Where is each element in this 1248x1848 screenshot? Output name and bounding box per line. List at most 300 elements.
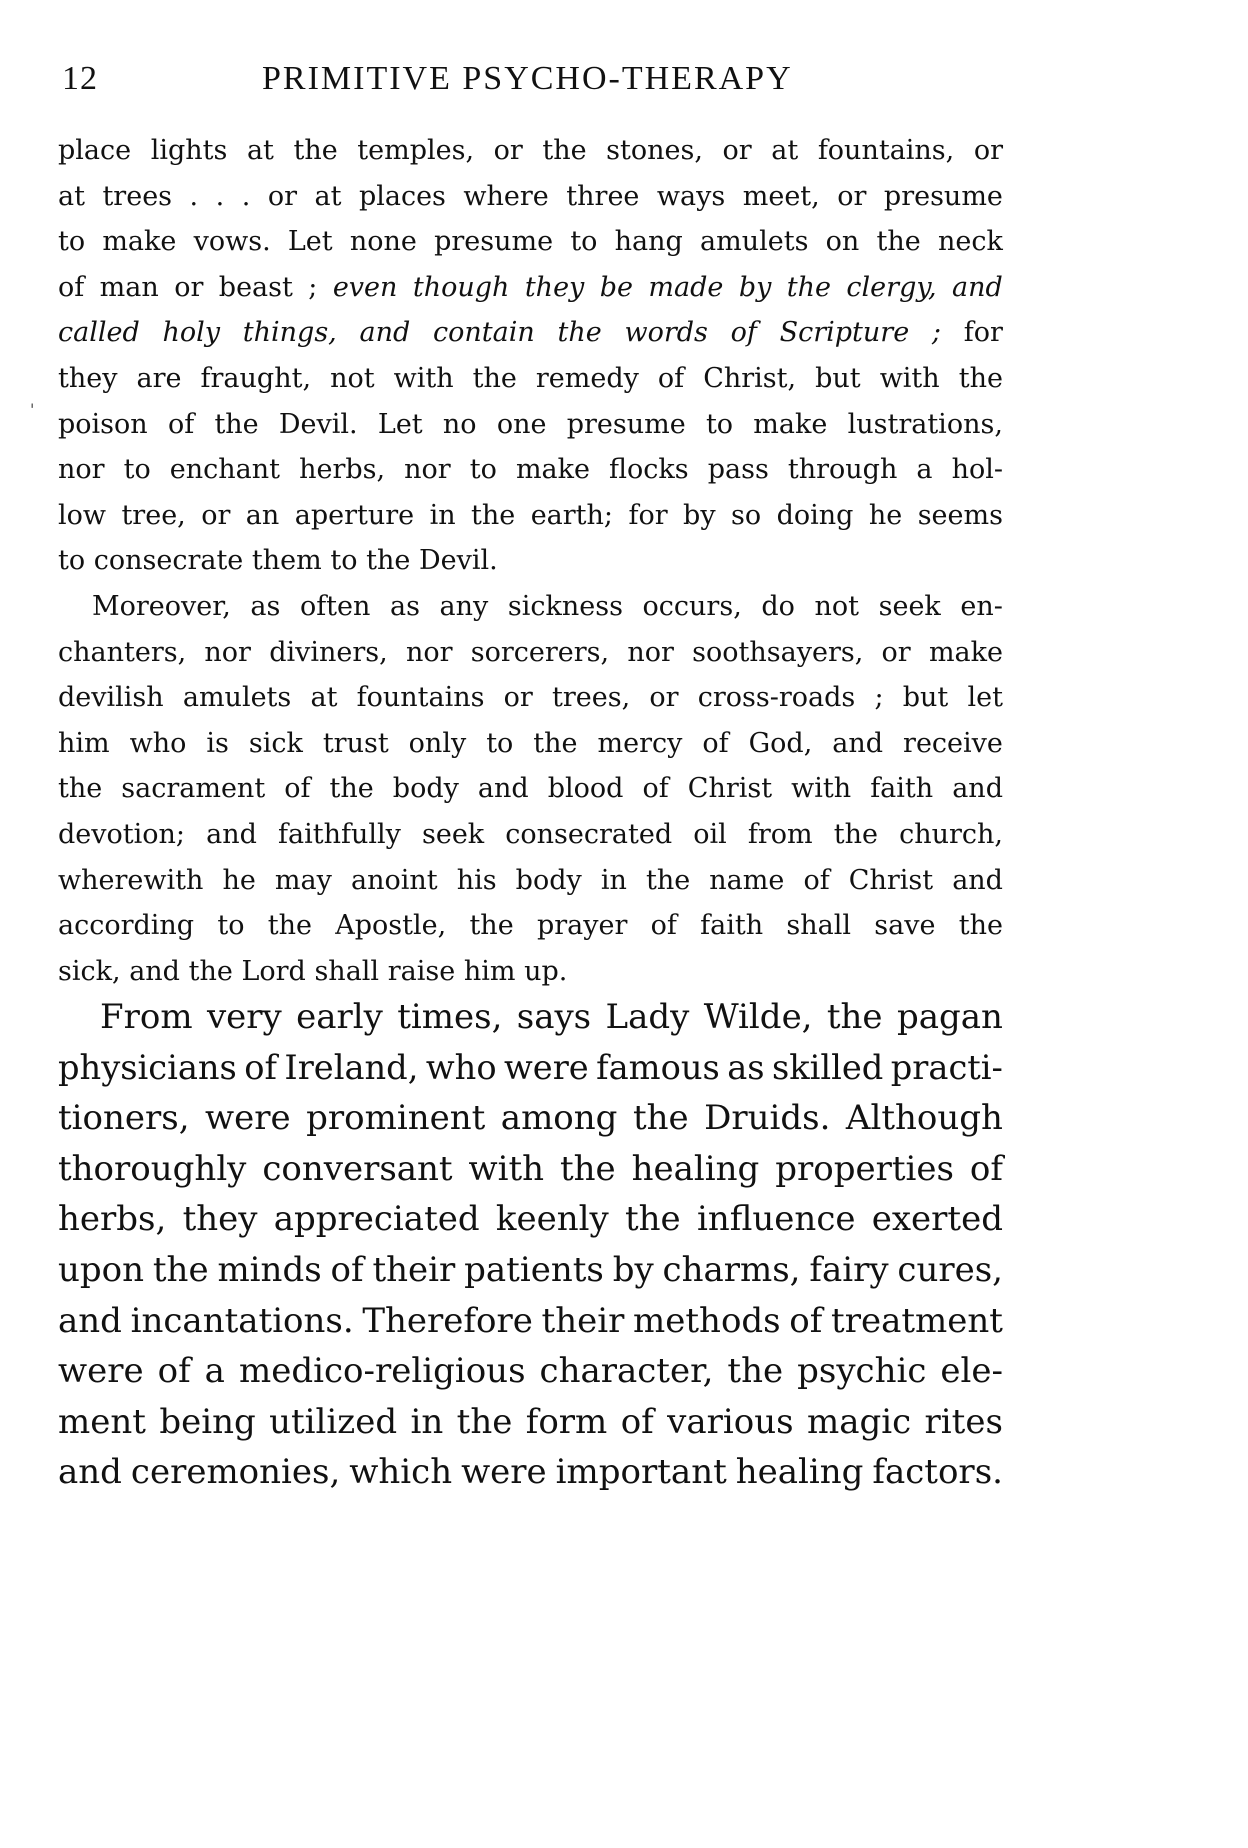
word: patients bbox=[464, 1249, 604, 1290]
word: neck bbox=[937, 226, 1003, 258]
word: poison bbox=[58, 408, 148, 440]
word: the bbox=[625, 1199, 681, 1240]
word: low bbox=[58, 499, 107, 531]
text-line bbox=[58, 858, 1003, 904]
word: Let bbox=[287, 226, 333, 258]
word: sick bbox=[248, 727, 303, 759]
word: Lady bbox=[605, 997, 690, 1037]
word: or bbox=[493, 135, 523, 166]
word: Devil. bbox=[278, 408, 358, 440]
word: properties bbox=[775, 1148, 954, 1189]
word: and bbox=[952, 864, 1003, 896]
text-line bbox=[58, 310, 1003, 356]
word: influence bbox=[696, 1199, 856, 1240]
word: called bbox=[58, 317, 140, 349]
word: prominent bbox=[306, 1098, 486, 1139]
word: the bbox=[267, 910, 312, 942]
word: ceremonies, bbox=[130, 1452, 341, 1493]
word: conversant bbox=[262, 1148, 453, 1189]
word: up. bbox=[524, 955, 568, 987]
text-line bbox=[58, 812, 1003, 858]
word: him bbox=[463, 955, 516, 987]
word: vows. bbox=[193, 226, 271, 258]
word: body bbox=[392, 773, 459, 805]
word: for bbox=[963, 317, 1003, 349]
word: with bbox=[468, 1148, 545, 1189]
word: fraught, bbox=[200, 362, 312, 394]
word: incantations. bbox=[130, 1300, 354, 1341]
word: anoint bbox=[350, 864, 438, 896]
word: the bbox=[560, 1148, 616, 1189]
word: rites bbox=[924, 1401, 1003, 1442]
word: to bbox=[58, 226, 86, 258]
word: occurs, bbox=[642, 590, 742, 622]
word: him bbox=[58, 727, 110, 759]
word: God, bbox=[748, 727, 813, 759]
word: herbs, bbox=[58, 1199, 167, 1240]
word: medico-religious bbox=[238, 1351, 526, 1392]
text-line bbox=[58, 128, 1003, 174]
word: or bbox=[267, 180, 297, 212]
word: enchant bbox=[169, 454, 281, 486]
word: so bbox=[731, 499, 762, 531]
word: and bbox=[129, 955, 180, 987]
word: the bbox=[329, 773, 374, 805]
word: presume bbox=[566, 408, 686, 440]
word: sick, bbox=[58, 955, 121, 987]
word: man bbox=[99, 271, 159, 303]
running-head bbox=[62, 60, 1002, 100]
text-line bbox=[58, 903, 1003, 949]
word: From bbox=[100, 997, 193, 1037]
word: meet, bbox=[742, 180, 820, 212]
word: through bbox=[787, 454, 898, 486]
word: an bbox=[245, 499, 280, 531]
margin-speck: ' bbox=[30, 400, 35, 419]
word: who bbox=[129, 727, 187, 759]
word: remedy bbox=[535, 362, 639, 394]
word: his bbox=[456, 864, 497, 896]
word: devilish bbox=[58, 682, 164, 714]
word: healing bbox=[735, 1452, 864, 1493]
word: seek bbox=[421, 818, 485, 850]
word: earth; bbox=[530, 499, 614, 531]
word: the bbox=[542, 135, 587, 166]
word: may bbox=[274, 864, 332, 896]
word: the bbox=[645, 864, 691, 896]
word: their bbox=[541, 1300, 625, 1341]
word: and bbox=[206, 818, 257, 850]
word: is bbox=[206, 727, 229, 759]
word: nor bbox=[405, 636, 453, 668]
word: or bbox=[174, 271, 204, 303]
word: no bbox=[442, 408, 477, 440]
word: of bbox=[284, 773, 311, 805]
word: were bbox=[205, 1098, 291, 1139]
text-line bbox=[58, 356, 1003, 402]
text-line bbox=[58, 1346, 1003, 1397]
word: skilled bbox=[771, 1047, 884, 1087]
text-line bbox=[58, 402, 1003, 448]
text-line bbox=[58, 265, 1003, 311]
word: blood bbox=[547, 773, 624, 805]
word: of bbox=[803, 864, 830, 896]
word: or bbox=[973, 135, 1003, 166]
word: by bbox=[612, 1249, 654, 1290]
word: temples, bbox=[357, 135, 475, 166]
word: in bbox=[410, 1401, 444, 1442]
word: and bbox=[952, 773, 1003, 805]
word: church, bbox=[899, 818, 1003, 850]
text-line bbox=[58, 1245, 1003, 1296]
word: of bbox=[642, 773, 669, 805]
word: were bbox=[504, 1047, 589, 1087]
word: to bbox=[486, 727, 514, 759]
word: tioners, bbox=[58, 1098, 190, 1139]
word: even bbox=[332, 271, 398, 303]
word: important bbox=[555, 1452, 727, 1493]
word: of bbox=[167, 408, 195, 440]
word: were bbox=[461, 1452, 547, 1493]
word: the bbox=[214, 408, 259, 440]
word: in bbox=[600, 864, 627, 896]
word: for bbox=[628, 499, 668, 531]
word: devotion; bbox=[58, 818, 185, 850]
word: faithfully bbox=[278, 818, 401, 850]
word: place bbox=[58, 135, 132, 166]
text-line bbox=[58, 992, 1003, 1043]
word: ; bbox=[874, 682, 884, 714]
word: healing bbox=[631, 1148, 760, 1189]
word: or bbox=[201, 499, 231, 531]
word: holy bbox=[162, 317, 221, 349]
word: ; bbox=[308, 271, 318, 303]
word: by bbox=[738, 271, 772, 303]
text-line bbox=[58, 1093, 1003, 1144]
word: various bbox=[667, 1401, 794, 1442]
word: Moreover, bbox=[92, 590, 231, 622]
word: of bbox=[58, 271, 85, 303]
word: were bbox=[58, 1351, 144, 1392]
word: the bbox=[632, 1098, 689, 1139]
word: but bbox=[815, 362, 861, 394]
word: thoroughly bbox=[58, 1148, 247, 1189]
body-paragraph bbox=[58, 992, 1003, 1498]
word: make bbox=[753, 408, 828, 440]
word: Christ bbox=[687, 773, 773, 805]
text-line bbox=[58, 584, 1003, 630]
word: among bbox=[500, 1098, 618, 1139]
text-line bbox=[58, 493, 1003, 539]
word: of bbox=[969, 1148, 1003, 1189]
word: form bbox=[525, 1401, 608, 1442]
word: soothsayers, bbox=[692, 636, 864, 668]
word: often bbox=[299, 590, 371, 622]
word: exerted bbox=[871, 1199, 1003, 1240]
word: and bbox=[952, 271, 1003, 303]
word: very bbox=[206, 997, 282, 1037]
word: Devil. bbox=[418, 545, 498, 577]
text-line bbox=[58, 174, 1003, 220]
word: nor bbox=[627, 636, 674, 668]
word: of bbox=[620, 1401, 654, 1442]
word: pagan bbox=[896, 997, 1003, 1037]
word: physicians bbox=[58, 1047, 237, 1087]
word: a bbox=[204, 1351, 225, 1392]
word: doing bbox=[776, 499, 854, 531]
word: or bbox=[649, 682, 679, 714]
word: are bbox=[136, 362, 182, 394]
page-number: 12 bbox=[62, 60, 98, 97]
word: do bbox=[761, 590, 795, 622]
word: and bbox=[58, 1300, 122, 1341]
word: diviners, bbox=[269, 636, 388, 668]
word: though bbox=[412, 271, 510, 303]
word: according bbox=[58, 910, 195, 942]
word: not bbox=[330, 362, 375, 394]
text-line bbox=[58, 766, 1003, 812]
word: of bbox=[730, 317, 757, 349]
word: the bbox=[152, 1249, 209, 1290]
word: to bbox=[58, 545, 86, 577]
word: and bbox=[359, 317, 411, 349]
word: on bbox=[825, 226, 860, 258]
word: make bbox=[515, 454, 590, 486]
word: the bbox=[958, 910, 1003, 942]
word: or bbox=[722, 135, 752, 166]
word: and bbox=[477, 773, 529, 805]
word: their bbox=[372, 1249, 456, 1290]
word: methods bbox=[633, 1300, 781, 1341]
word: sacrament bbox=[121, 773, 266, 805]
word: faith bbox=[870, 773, 934, 805]
word: to bbox=[570, 226, 598, 258]
word: amulets bbox=[700, 226, 809, 258]
word: Ireland, bbox=[284, 1047, 419, 1087]
word: he bbox=[868, 499, 903, 531]
word: places bbox=[358, 180, 446, 212]
word: fairy bbox=[809, 1249, 889, 1290]
word: seems bbox=[917, 499, 1003, 531]
word: only bbox=[408, 727, 467, 759]
word: amulets bbox=[182, 682, 292, 714]
word: Wilde, bbox=[703, 997, 813, 1037]
word: en- bbox=[960, 590, 1003, 622]
text-line bbox=[58, 538, 1003, 584]
word: treatment bbox=[831, 1300, 1003, 1341]
word: shall bbox=[314, 955, 380, 987]
word: minds bbox=[217, 1249, 322, 1290]
word: a bbox=[916, 454, 933, 486]
word: they bbox=[58, 362, 118, 394]
word: be bbox=[599, 271, 633, 303]
word: at bbox=[246, 135, 274, 166]
word: pass bbox=[707, 454, 769, 486]
word: sickness bbox=[507, 590, 623, 622]
word: as bbox=[727, 1047, 765, 1087]
word: utilized bbox=[269, 1401, 398, 1442]
word: cures, bbox=[897, 1249, 1003, 1290]
word: says bbox=[516, 997, 592, 1037]
word: he bbox=[222, 864, 256, 896]
word: make bbox=[928, 636, 1003, 668]
word: receive bbox=[903, 727, 1003, 759]
word: times, bbox=[397, 997, 503, 1037]
word: consecrated bbox=[505, 818, 673, 850]
word: the bbox=[456, 1401, 513, 1442]
word: of bbox=[330, 1249, 364, 1290]
word: at bbox=[771, 135, 799, 166]
word: body bbox=[515, 864, 582, 896]
word: fountains bbox=[356, 682, 485, 714]
word: nor bbox=[204, 636, 251, 668]
word: of bbox=[657, 362, 685, 394]
text-line bbox=[58, 1144, 1003, 1195]
word: mercy bbox=[597, 727, 683, 759]
word: trust bbox=[322, 727, 389, 759]
word: appreciated bbox=[273, 1199, 480, 1240]
word: by bbox=[683, 499, 716, 531]
word: the bbox=[293, 135, 338, 166]
word: they bbox=[182, 1199, 258, 1240]
word: charms, bbox=[662, 1249, 801, 1290]
text-line bbox=[58, 675, 1003, 721]
text-line bbox=[58, 949, 1003, 995]
text-line bbox=[58, 721, 1003, 767]
word: and bbox=[58, 1452, 122, 1493]
word: fountains, bbox=[817, 135, 955, 166]
word: to bbox=[217, 910, 245, 942]
word: flocks bbox=[609, 454, 689, 486]
word: stones, bbox=[606, 135, 703, 166]
word: or bbox=[881, 636, 911, 668]
text-line bbox=[58, 1043, 1003, 1094]
word: contain bbox=[433, 317, 535, 349]
word: lights bbox=[150, 135, 228, 166]
word: ment bbox=[58, 1401, 146, 1442]
word: Christ, bbox=[703, 362, 797, 394]
word: presume bbox=[883, 180, 1003, 212]
text-line bbox=[58, 1296, 1003, 1347]
word: practi- bbox=[890, 1047, 1003, 1087]
word: Let bbox=[377, 408, 423, 440]
word: which bbox=[349, 1452, 453, 1493]
word: who bbox=[425, 1047, 497, 1087]
word: oil bbox=[693, 818, 727, 850]
word: of bbox=[244, 1047, 277, 1087]
word: them bbox=[251, 545, 322, 577]
word: beast bbox=[218, 271, 293, 303]
word: shall bbox=[786, 910, 852, 942]
word: presume bbox=[434, 226, 554, 258]
text-line bbox=[58, 219, 1003, 265]
word: the bbox=[876, 226, 921, 258]
word: at bbox=[314, 180, 342, 212]
word: trees bbox=[102, 180, 173, 212]
word: as bbox=[250, 590, 281, 622]
text-line bbox=[58, 1397, 1003, 1448]
word: chanters, bbox=[58, 636, 187, 668]
word: to bbox=[469, 454, 497, 486]
text-line bbox=[58, 630, 1003, 676]
text-line bbox=[58, 1194, 1003, 1245]
text-line bbox=[58, 1447, 1003, 1498]
word: the bbox=[471, 499, 516, 531]
word: wherewith bbox=[58, 864, 204, 896]
word: the bbox=[727, 1351, 784, 1392]
word: three bbox=[566, 180, 640, 212]
word: . bbox=[215, 180, 225, 212]
word: or bbox=[837, 180, 867, 212]
word: sorcerers, bbox=[470, 636, 610, 668]
word: Although bbox=[845, 1098, 1003, 1139]
word: seek bbox=[878, 590, 941, 622]
word: nor bbox=[58, 454, 105, 486]
word: the bbox=[366, 545, 411, 577]
word: they bbox=[524, 271, 585, 303]
word: not bbox=[814, 590, 860, 622]
word: but bbox=[902, 682, 949, 714]
word: the bbox=[469, 910, 514, 942]
word: where bbox=[463, 180, 549, 212]
word: Christ bbox=[848, 864, 934, 896]
word: the bbox=[833, 818, 878, 850]
word: Druids. bbox=[704, 1098, 831, 1139]
word: nor bbox=[404, 454, 451, 486]
word: Therefore bbox=[362, 1300, 533, 1341]
word: make bbox=[102, 226, 177, 258]
word: ways bbox=[656, 180, 726, 212]
word: to bbox=[705, 408, 734, 440]
word: faith bbox=[700, 910, 764, 942]
word: of bbox=[702, 727, 729, 759]
word: upon bbox=[58, 1249, 145, 1290]
word: any bbox=[439, 590, 489, 622]
word: prayer bbox=[536, 910, 628, 942]
word: the bbox=[188, 955, 233, 987]
word: early bbox=[296, 997, 383, 1037]
word: hang bbox=[614, 226, 683, 258]
quoted-text-block bbox=[58, 128, 1003, 994]
word: with bbox=[393, 362, 454, 394]
word: psychic bbox=[797, 1351, 927, 1392]
word: factors. bbox=[872, 1452, 1003, 1493]
word: one bbox=[496, 408, 547, 440]
word: of bbox=[157, 1351, 191, 1392]
word: the bbox=[786, 271, 831, 303]
word: the bbox=[826, 997, 883, 1037]
word: lustrations, bbox=[847, 408, 1003, 440]
word: clergy, bbox=[846, 271, 937, 303]
word: . bbox=[189, 180, 199, 212]
word: Lord bbox=[241, 955, 306, 987]
word: Apostle, bbox=[335, 910, 447, 942]
word: trees, bbox=[552, 682, 631, 714]
word: hol- bbox=[951, 454, 1003, 486]
word: raise bbox=[387, 955, 456, 987]
word: with bbox=[879, 362, 940, 394]
word: of bbox=[789, 1300, 823, 1341]
word: let bbox=[967, 682, 1003, 714]
running-title: PRIMITIVE PSYCHO-THERAPY bbox=[262, 60, 793, 97]
word: made bbox=[648, 271, 724, 303]
word: at bbox=[310, 682, 338, 714]
word: being bbox=[159, 1401, 256, 1442]
word: and bbox=[832, 727, 884, 759]
word: as bbox=[390, 590, 420, 622]
word: from bbox=[747, 818, 813, 850]
word: in bbox=[429, 499, 456, 531]
